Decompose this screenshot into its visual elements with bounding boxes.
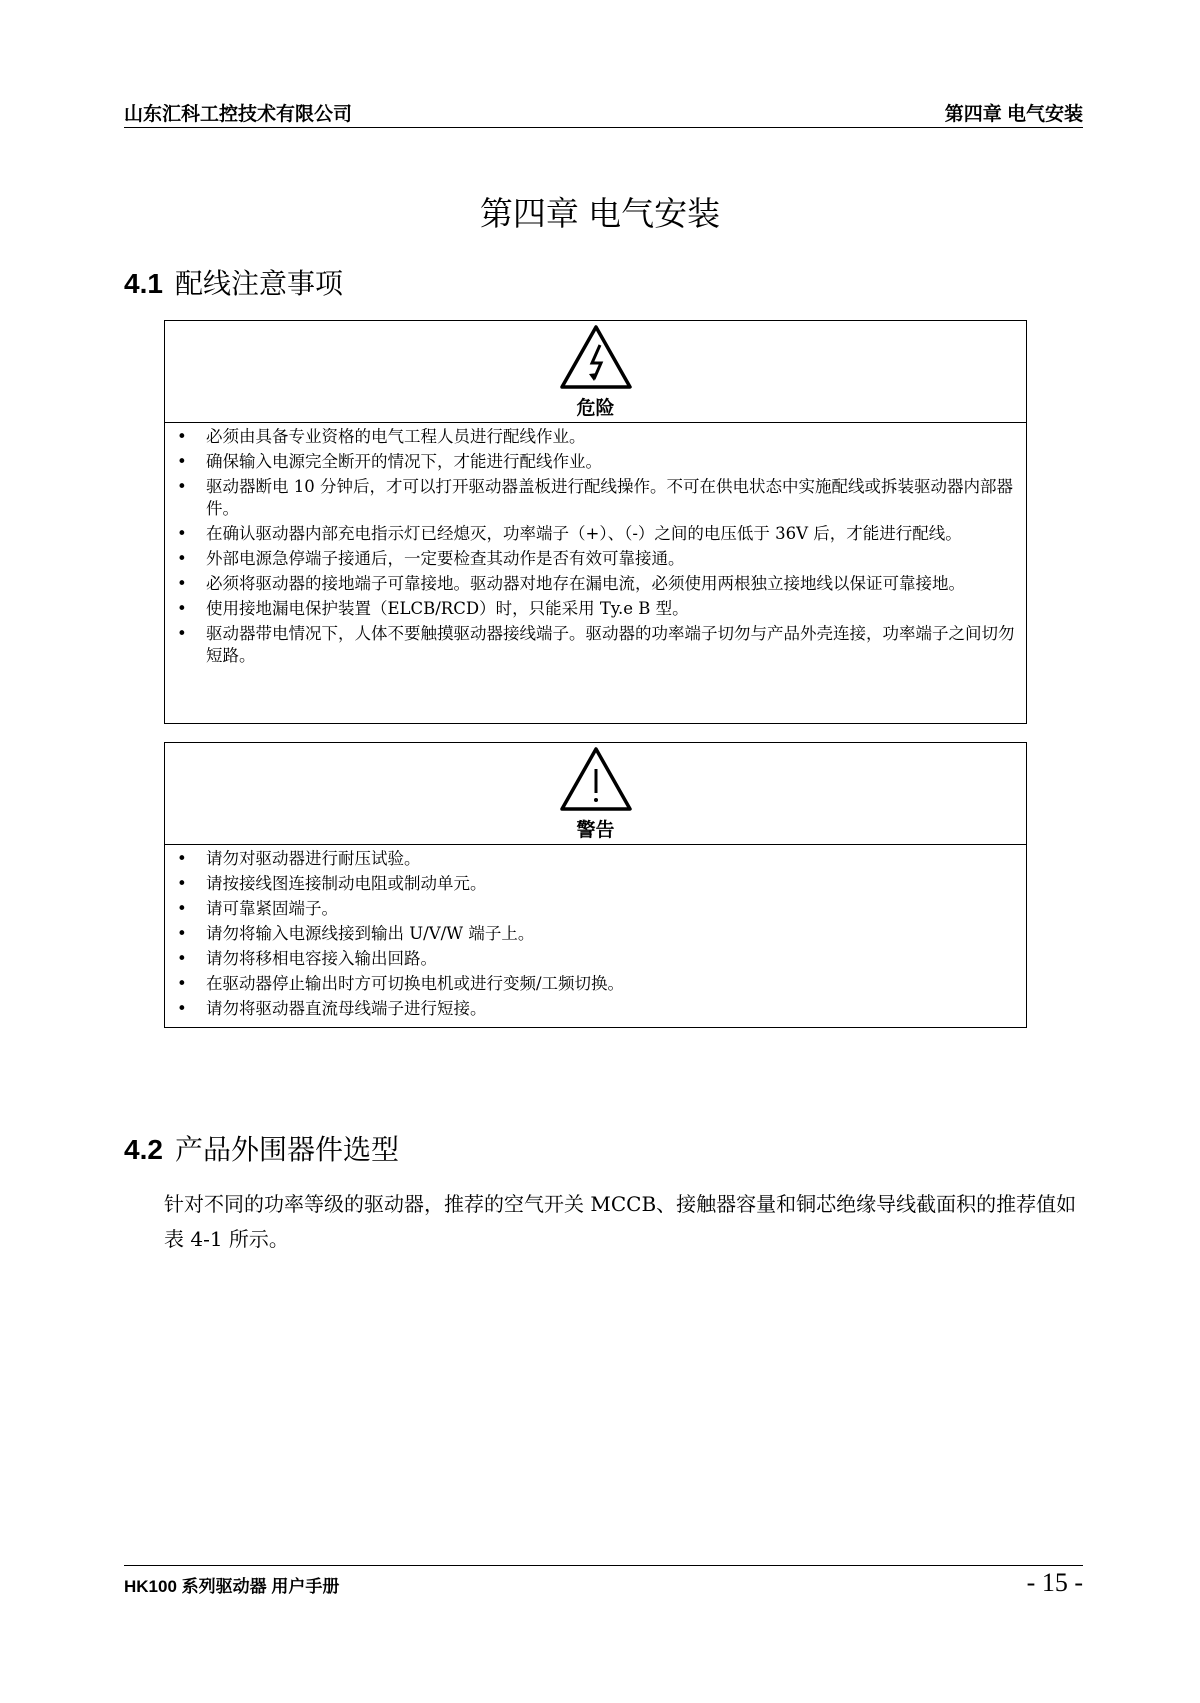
exclamation-warning-icon [558, 745, 634, 815]
warning-label: 警告 [576, 819, 615, 841]
list-item: • 必须由具备专业资格的电气工程人员进行配线作业。 [165, 426, 1026, 448]
list-item: • 驱动器带电情况下，人体不要触摸驱动器接线端子。驱动器的功率端子切勿与产品外壳连接，功率端子之间切勿短路。 [165, 623, 1026, 667]
section-title: 配线注意事项 [174, 268, 343, 299]
list-item: • 使用接地漏电保护装置（ELCB/RCD）时，只能采用 Ty.e B 型。 [165, 598, 1026, 620]
danger-box-header [165, 321, 1026, 423]
list-item: • 请勿将驱动器直流母线端子进行短接。 [165, 998, 1026, 1020]
list-item: • 请勿将移相电容接入输出回路。 [165, 948, 1026, 970]
header-company: 山东汇科工控技术有限公司 [124, 104, 353, 125]
section-title: 产品外围器件选型 [174, 1134, 399, 1165]
page-number: - 15 - [1026, 1568, 1083, 1597]
list-item: • 确保输入电源完全断开的情况下，才能进行配线作业。 [165, 451, 1026, 473]
list-item: • 外部电源急停端子接通后，一定要检查其动作是否有效可靠接通。 [165, 548, 1026, 570]
danger-label: 危险 [576, 397, 615, 419]
warning-box [164, 742, 1027, 1028]
list-item: • 必须将驱动器的接地端子可靠接地。驱动器对地存在漏电流，必须使用两根独立接地线以保证可靠接地。 [165, 573, 1026, 595]
header-chapter-label: 第四章 电气安装 [944, 104, 1083, 125]
warning-box-header [165, 743, 1026, 845]
list-item: • 请按接线图连接制动电阻或制动单元。 [165, 873, 1026, 895]
header-rule [124, 127, 1083, 128]
list-item: • 请勿将输入电源线接到输出 U/V/W 端子上。 [165, 923, 1026, 945]
warning-list [165, 845, 1026, 1020]
list-item: • 请勿对驱动器进行耐压试验。 [165, 848, 1026, 870]
section-paragraph: 针对不同的功率等级的驱动器，推荐的空气开关 MCCB、接触器容量和铜芯绝缘导线截面积的推荐值如表 4-1 所示。 [164, 1192, 1077, 1251]
danger-list [165, 423, 1026, 667]
section-number: 4.1 [124, 268, 163, 299]
section-heading-4-1 [124, 262, 343, 302]
list-item: • 在驱动器停止输出时方可切换电机或进行变频/工频切换。 [165, 973, 1026, 995]
footer-manual-title: HK100 系列驱动器 用户手册 [124, 1577, 340, 1596]
list-item: • 请可靠紧固端子。 [165, 898, 1026, 920]
chapter-title: 第四章 电气安装 [479, 195, 721, 232]
high-voltage-warning-icon [558, 323, 634, 393]
list-item: • 在确认驱动器内部充电指示灯已经熄灭，功率端子（+）、（-）之间的电压低于 36V 后，才能进行配线。 [165, 523, 1026, 545]
footer-rule [124, 1565, 1083, 1566]
section-number: 4.2 [124, 1134, 163, 1165]
list-item: • 驱动器断电 10 分钟后，才可以打开驱动器盖板进行配线操作。不可在供电状态中实施配线或拆装驱动器内部器件。 [165, 476, 1026, 520]
section-heading-4-2 [124, 1128, 399, 1168]
danger-box [164, 320, 1027, 724]
